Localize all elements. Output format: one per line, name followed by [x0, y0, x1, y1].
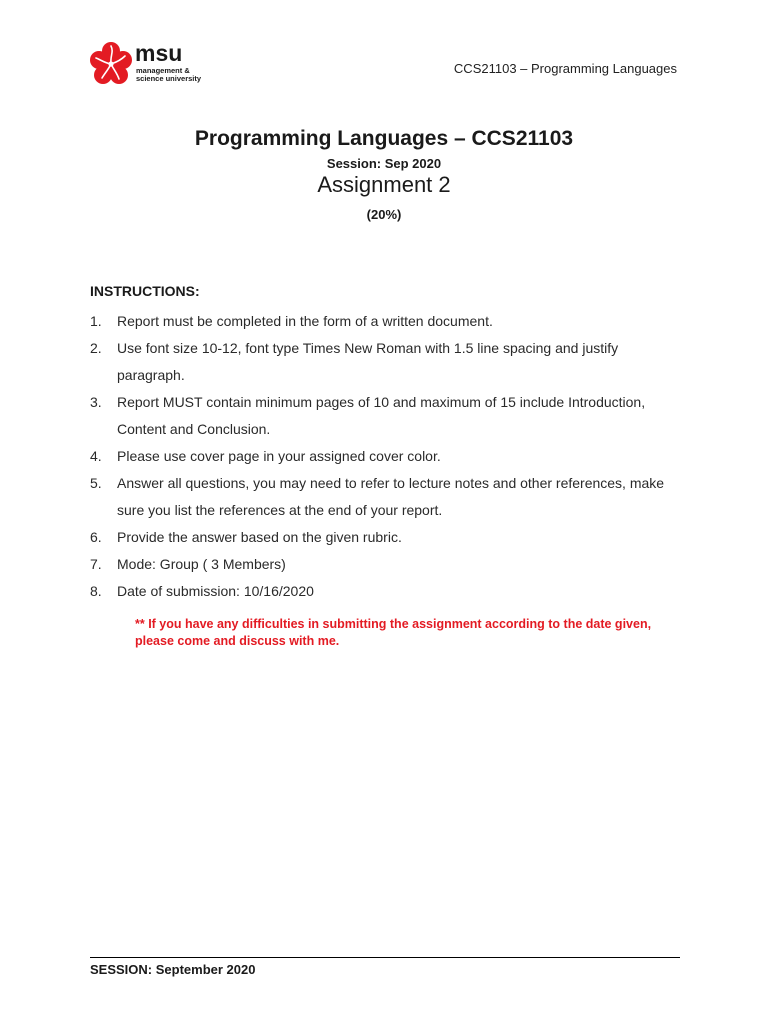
instruction-number: 5. [90, 475, 102, 491]
instruction-text: Date of submission: 10/16/2020 [117, 583, 314, 599]
logo-wordmark: msu [135, 40, 183, 66]
instruction-item [90, 524, 680, 551]
instructions-heading: INSTRUCTIONS: [90, 283, 200, 299]
instruction-text: Please use cover page in your assigned cover color. [117, 448, 441, 464]
footer-divider [90, 957, 680, 958]
assignment-weight: (20%) [366, 207, 402, 222]
instruction-number: 2. [90, 340, 102, 356]
msu-flower-logo-icon [90, 40, 215, 88]
instructions-list [90, 308, 680, 605]
instruction-item [90, 470, 680, 524]
instruction-text: Report must be completed in the form of a written document. [117, 313, 493, 329]
instruction-text: Use font size 10-12, font type Times New Roman with 1.5 line spacing and justify paragraph. [117, 340, 619, 383]
logo-tagline-line2: science university [136, 74, 202, 83]
instruction-number: 4. [90, 448, 102, 464]
instruction-item [90, 578, 680, 605]
instruction-item [90, 308, 680, 335]
instruction-text: Answer all questions, you may need to refer to lecture notes and other references, make sure you list the references at the end of your report. [117, 475, 665, 518]
instruction-text: Mode: Group ( 3 Members) [117, 556, 286, 572]
instruction-number: 8. [90, 583, 102, 599]
logo-tagline-line1: management & [136, 66, 190, 75]
difficulties-note: ** If you have any difficulties in submitting the assignment according to the date given, please come and discuss with me. [135, 617, 652, 648]
assignment-title: Assignment 2 [317, 172, 451, 197]
session-subtitle: Session: Sep 2020 [326, 156, 442, 171]
instruction-number: 3. [90, 394, 102, 410]
instruction-text: Report MUST contain minimum pages of 10 and maximum of 15 include Introduction, Content and Conclusion. [117, 394, 646, 437]
instruction-item [90, 551, 680, 578]
msu-logo [90, 40, 215, 88]
instruction-number: 1. [90, 313, 102, 329]
instruction-item [90, 443, 680, 470]
instruction-item [90, 389, 680, 443]
instruction-number: 6. [90, 529, 102, 545]
document-title: Programming Languages – CCS21103 [194, 127, 574, 150]
instruction-text: Provide the answer based on the given rubric. [117, 529, 402, 545]
instruction-item [90, 335, 680, 389]
footer-session: SESSION: September 2020 [90, 962, 256, 977]
instruction-number: 7. [90, 556, 102, 572]
header-course-code: CCS21103 – Programming Languages [453, 61, 677, 76]
